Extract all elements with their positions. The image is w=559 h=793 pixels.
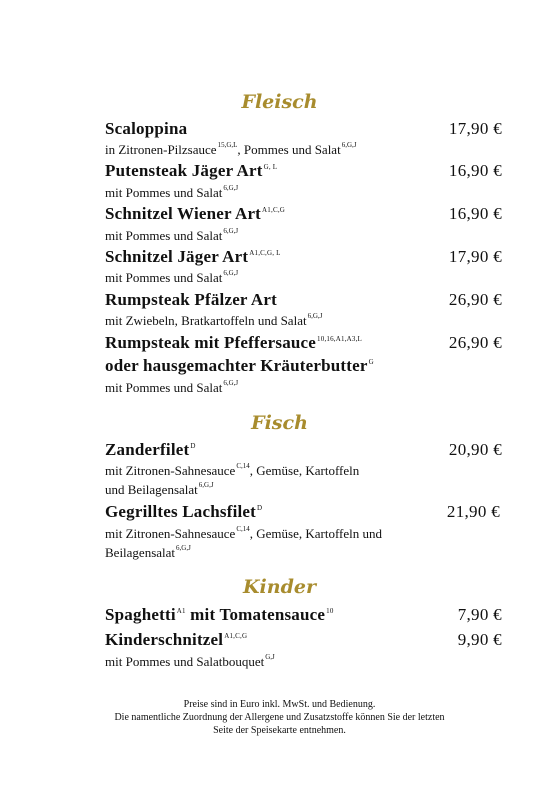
item-name-zanderfilet: Zanderfilet$^D$ [105, 440, 196, 459]
item-name-lachsfilet: Gegrilltes Lachsfilet$^D$ [105, 502, 263, 521]
item-desc-scaloppina: in Zitronen-Pilzsauce$^{15,G,L}$, Pommes und Salat$^{6,G,J}$ [105, 141, 357, 157]
item-name-scaloppina: Scaloppina [105, 119, 188, 138]
item-price-putensteak: 16,90 € [448, 161, 502, 180]
item-desc-rumpsteak-pfaelzer: mit Zwiebeln, Bratkartoffeln und Salat$^{6,G,J}$ [105, 312, 323, 328]
item-price-schnitzel-jaeger: 17,90 € [448, 247, 502, 266]
item-name-schnitzel-jaeger: Schnitzel Jäger Art$^{A1,C,G, L}$ [105, 247, 281, 266]
item-name2-rumpsteak-pfeffer: oder hausgemachter Kräuterbutter$^G$ [105, 356, 374, 375]
item-name-spaghetti: Spaghetti$^{A1}$ mit Tomatensauce$^{10}$ [105, 605, 334, 624]
item-name-kinderschnitzel: Kinderschnitzel$^{A1,C,G}$ [105, 630, 248, 649]
item-price-schnitzel-wiener: 16,90 € [448, 204, 502, 223]
item-name-putensteak: Putensteak Jäger Art$^{G, L}$ [105, 161, 278, 180]
footer-line-2: Die namentliche Zuordnung der Allergene und Zusatzstoffe können Sie der letzten [114, 712, 445, 723]
item-desc-schnitzel-jaeger: mit Pommes und Salat$^{6,G,J}$ [105, 269, 239, 285]
item-price-scaloppina: 17,90 € [448, 119, 502, 138]
item-price-lachsfilet: 21,90 € [446, 502, 500, 521]
footer-line-3: Seite der Speisekarte entnehmen. [213, 725, 346, 736]
section-title-fisch: Fisch [251, 412, 308, 434]
item-price-kinderschnitzel: 9,90 € [457, 630, 502, 649]
item-name-rumpsteak-pfeffer: Rumpsteak mit Pfeffersauce$^{10,16,A1,A3,L}$ [105, 333, 363, 352]
item-desc2-lachsfilet: Beilagensalat$^{6,G,J}$ [105, 544, 191, 560]
footer-note [0, 698, 559, 737]
item-desc-lachsfilet: mit Zitronen-Sahnesauce$^{C,14}$, Gemüse, Kartoffeln und [105, 525, 383, 541]
item-desc-rumpsteak-pfeffer: mit Pommes und Salat$^{6,G,J}$ [105, 379, 239, 395]
item-price-zanderfilet: 20,90 € [448, 440, 502, 459]
item-price-rumpsteak-pfeffer: 26,90 € [448, 333, 502, 352]
item-price-spaghetti: 7,90 € [457, 605, 502, 624]
item-desc-putensteak: mit Pommes und Salat$^{6,G,J}$ [105, 184, 239, 200]
item-name-schnitzel-wiener: Schnitzel Wiener Art$^{A1,C,G}$ [105, 204, 286, 223]
footer-line-1: Preise sind in Euro inkl. MwSt. und Bedienung. [183, 699, 376, 710]
item-price-rumpsteak-pfaelzer: 26,90 € [448, 290, 502, 309]
section-title-fleisch: Fleisch [241, 91, 318, 113]
item-name-rumpsteak-pfaelzer: Rumpsteak Pfälzer Art [105, 290, 277, 309]
item-desc-schnitzel-wiener: mit Pommes und Salat$^{6,G,J}$ [105, 227, 239, 243]
item-desc2-zanderfilet: und Beilagensalat$^{6,G,J}$ [105, 481, 214, 497]
item-desc-kinderschnitzel: mit Pommes und Salatbouquet$^{G,J}$ [105, 653, 275, 669]
section-title-kinder: Kinder [243, 576, 316, 598]
item-desc-zanderfilet: mit Zitronen-Sahnesauce$^{C,14}$, Gemüse, Kartoffeln [105, 462, 360, 478]
